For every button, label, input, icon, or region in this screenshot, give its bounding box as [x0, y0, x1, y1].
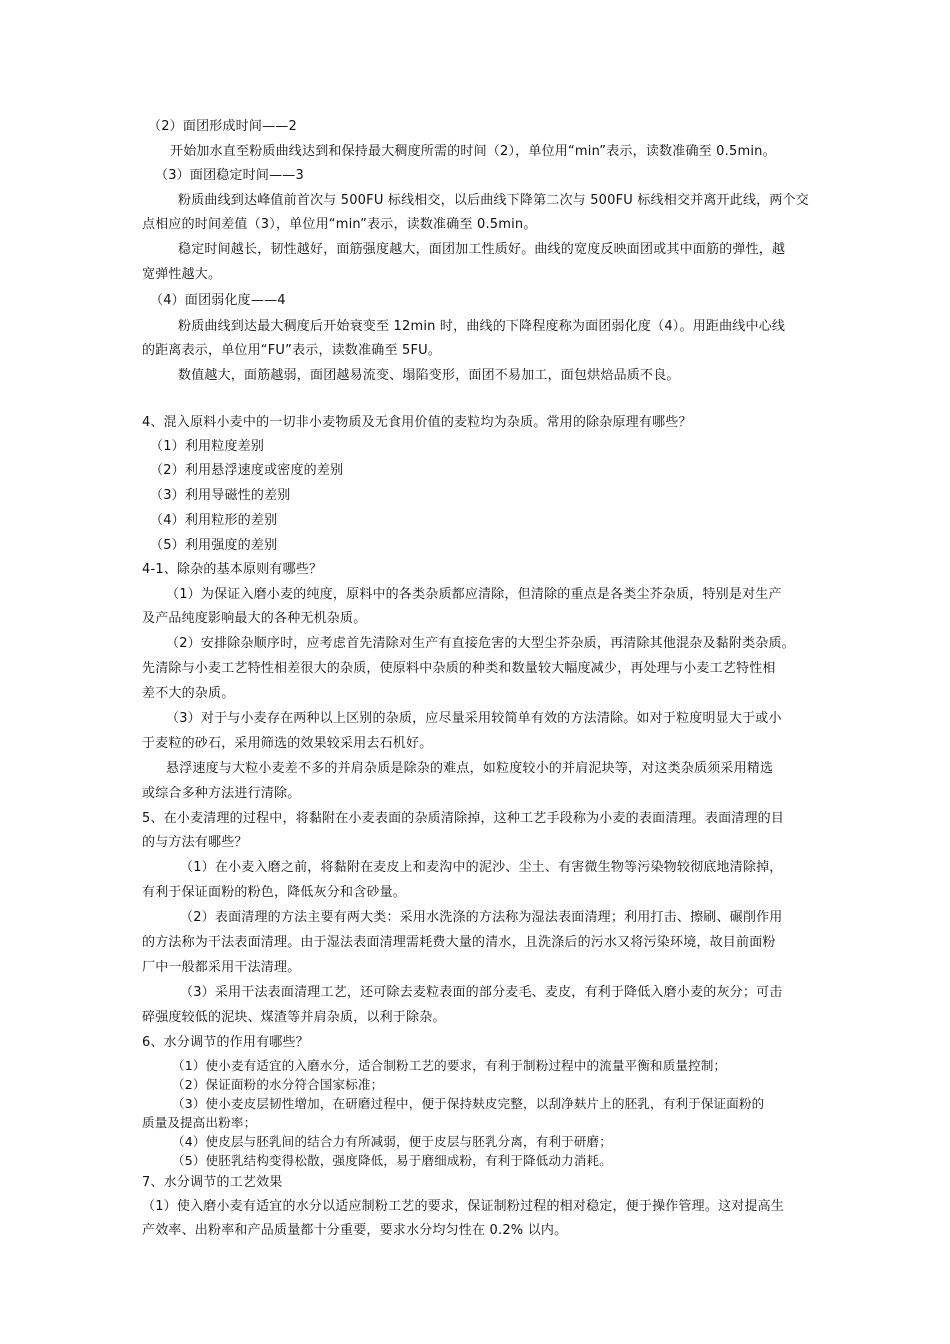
q6-item: （1）使小麦有适宜的入磨水分，适合制粉工艺的要求，有利于制粉过程中的流量平衡和质量控制； [172, 1058, 727, 1073]
q4-item: （2）利用悬浮速度或密度的差别 [150, 463, 344, 478]
s4-paragraph-line1: 粉质曲线到达最大稠度后开始衰变至 12min 时，曲线的下降程度称为面团弱化度（4）。用距曲线中心线 [178, 319, 786, 334]
s4-paragraph2: 数值越大，面筋越弱，面团越易流变、塌陷变形，面团不易加工，面包烘焙品质不良。 [178, 368, 680, 383]
s4-paragraph-line2: 的距离表示，单位用“FU”表示，读数准确至 5FU。 [142, 343, 442, 358]
q7-p1-line1: （1）使入磨小麦有适宜的水分以适应制粉工艺的要求，保证制粉过程的相对稳定，便于操作管理。这对提高生 [142, 1199, 785, 1214]
s4-title: （4）面团弱化度——4 [150, 293, 286, 308]
q4-title: 4、混入原料小麦中的一切非小麦物质及无食用价值的麦粒均为杂质。常用的除杂原理有哪些？ [142, 415, 692, 430]
q5-p3-line2: 碎强度较低的泥块、煤渣等并肩杂质，以利于除杂。 [142, 1010, 446, 1025]
q41-p1-line2: 及产品纯度影响最大的各种无机杂质。 [142, 611, 367, 626]
q6-item-cont: 质量及提高出粉率； [142, 1115, 257, 1130]
q5-p2-line2: 的方法称为干法表面清理。由于湿法表面清理需耗费大量的清水，且洗涤后的污水又将污染环境，故目前面粉 [142, 935, 776, 950]
s2-paragraph: 开始加水直至粉质曲线达到和保持最大稠度所需的时间（2），单位用“min”表示，读数准确至 0.5min。 [170, 144, 776, 159]
q6-item: （2）保证面粉的水分符合国家标准； [172, 1077, 384, 1092]
q4-item: （5）利用强度的差别 [150, 538, 278, 553]
s3-paragraph2-line1: 稳定时间越长，韧性越好，面筋强度越大，面团加工性质好。曲线的宽度反映面团或其中面筋的弹性，越 [178, 242, 786, 257]
q4-item: （1）利用粒度差别 [150, 439, 265, 454]
q41-title: 4-1、除杂的基本原则有哪些？ [142, 562, 323, 577]
q41-p2-line1: （2）安排除杂顺序时，应考虑首先清除对生产有直接危害的大型尘芥杂质，再清除其他混杂及黏附类杂质。 [166, 636, 795, 651]
q5-p1-line2: 有利于保证面粉的粉色，降低灰分和含砂量。 [142, 885, 407, 900]
q41-p3-line2: 于麦粒的砂石，采用筛选的效果较采用去石机好。 [142, 736, 433, 751]
q6-item: （5）使胚乳结构变得松散，强度降低，易于磨细成粉，有利于降低动力消耗。 [172, 1153, 612, 1168]
s3-title: （3）面团稳定时间——3 [155, 168, 304, 183]
q5-title-line2: 的与方法有哪些？ [142, 835, 248, 850]
q4-item: （3）利用导磁性的差别 [150, 488, 291, 503]
s3-paragraph-line1: 粉质曲线到达峰值前首次与 500FU 标线相交，以后曲线下降第二次与 500FU 标线相交并离开此线，两个交 [178, 193, 809, 208]
q7-p1-line2: 产效率、出粉率和产品质量都十分重要，要求水分均匀性在 0.2% 以内。 [142, 1223, 568, 1238]
q4-item: （4）利用粒形的差别 [150, 513, 278, 528]
q41-p3-line1: （3）对于与小麦存在两种以上区别的杂质，应尽量采用较简单有效的方法清除。如对于粒度明显大于或小 [166, 711, 782, 726]
s2-title: （2）面团形成时间——2 [148, 119, 297, 134]
q41-p2-line2: 先清除与小麦工艺特性相差很大的杂质，使原料中杂质的种类和数量较大幅度减少，再处理与小麦工艺特性相 [142, 661, 776, 676]
q41-p2-line3: 差不大的杂质。 [142, 686, 235, 701]
q41-p1-line1: （1）为保证入磨小麦的纯度，原料中的各类杂质都应清除，但清除的重点是各类尘芥杂质，特别是对生产 [166, 587, 782, 602]
q5-title-line1: 5、在小麦清理的过程中，将黏附在小麦表面的杂质清除掉，这种工艺手段称为小麦的表面清理。表面清理的目 [142, 811, 785, 826]
s3-paragraph-line2: 点相应的时间差值（3），单位用“min”表示，读数准确至 0.5min。 [142, 217, 537, 232]
q5-p2-line3: 厂中一般都采用干法清理。 [142, 960, 301, 975]
q7-title: 7、水分调节的工艺效果 [142, 1175, 283, 1190]
q6-item: （4）使皮层与胚乳间的结合力有所减弱，便于皮层与胚乳分离，有利于研磨； [172, 1134, 612, 1149]
s3-paragraph2-line2: 宽弹性越大。 [142, 267, 222, 282]
q41-p4-line2: 或综合多种方法进行清除。 [142, 786, 301, 801]
q6-item: （3）使小麦皮层韧性增加，在研磨过程中，便于保持麸皮完整，以刮净麸片上的胚乳，有利于保证面粉的 [172, 1096, 765, 1111]
q6-title: 6、水分调节的作用有哪些？ [142, 1035, 309, 1050]
q5-p2-line1: （2）表面清理的方法主要有两大类：采用水洗涤的方法称为湿法表面清理；利用打击、擦刷、碾削作用 [180, 910, 783, 925]
q5-p1-line1: （1）在小麦入磨之前，将黏附在麦皮上和麦沟中的泥沙、尘土、有害微生物等污染物较彻底地清除掉， [180, 860, 783, 875]
q41-p4-line1: 悬浮速度与大粒小麦差不多的并肩杂质是除杂的难点，如粒度较小的并肩泥块等，对这类杂质须采用精选 [166, 761, 774, 776]
q5-p3-line1: （3）采用干法表面清理工艺，还可除去麦粒表面的部分麦毛、麦皮，有利于降低入磨小麦的灰分；可击 [180, 985, 783, 1000]
